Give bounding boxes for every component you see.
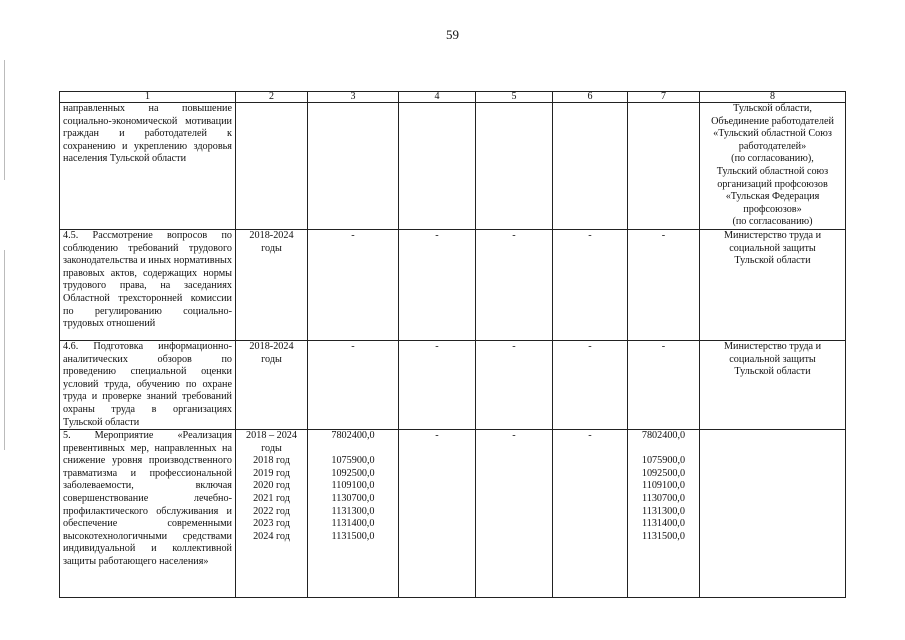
scan-edge-mark [4,60,5,180]
funding-cell-5: - [476,430,553,598]
funding-cell-7 [628,229,700,340]
cell-line: 2021 год [253,493,290,505]
cell-line: 2023 год [253,518,290,530]
cell-line: 2020 год [253,480,290,492]
cell-line: 2018-2024 [249,229,294,241]
cell-line [631,443,696,456]
cell-line: Министерство труда и [723,340,822,352]
cell-line: - [351,229,355,241]
responsible-executor-cell [700,340,846,429]
cell-line: Тульский областной союз [716,165,829,177]
funding-cell-6: - [553,340,628,429]
measure-description-cell: 4.5. Рассмотрение вопросов по соблюдению требований трудового законодательства и иных нормативных правовых актов, содержащих нормы трудового права, на заседаниях Областной трехсторонней комиссии по регулированию социально-трудовых отношений [60,229,236,340]
cell-line: социальной защиты [729,242,816,254]
period-cell [236,229,308,340]
cell-line: годы [261,242,282,254]
cell-line: 1130700,0 [642,493,685,505]
funding-cell-4 [399,103,476,230]
column-header: 3 [308,92,399,103]
cell-line: 1092500,0 [331,467,375,479]
cell-line: 1131300,0 [331,505,375,517]
column-header: 5 [476,92,553,103]
table-row [60,340,846,429]
funding-cell-7 [628,430,700,598]
funding-cell-6: - [553,430,628,598]
funding-cell-4: - [399,229,476,340]
cell-line: 1075900,0 [331,455,375,467]
total-funding-cell [308,229,399,340]
scan-edge-mark [4,250,5,450]
cell-line: 1131500,0 [642,530,685,542]
header-row [60,92,846,103]
cell-line: 1131400,0 [642,518,685,530]
total-funding-cell [308,430,399,598]
cell-line: работодателей» [738,140,807,152]
funding-cell-7 [628,340,700,429]
cell-line: годы [261,442,282,454]
cell-line: - [351,340,355,352]
table-row [60,229,846,340]
cell-line: 1075900,0 [641,455,686,467]
cell-line: «Тульская Федерация [725,191,820,203]
cell-line: 1130700,0 [331,493,375,505]
cell-line: организаций профсоюзов [717,178,828,190]
cell-line: 1131400,0 [331,518,375,530]
cell-line: 1092500,0 [641,467,686,479]
column-header: 4 [399,92,476,103]
column-header: 6 [553,92,628,103]
column-header: 8 [700,92,846,103]
cell-line: (по согласованию) [732,216,813,228]
funding-cell-5 [476,103,553,230]
responsible-executor-cell [700,103,846,230]
cell-line: 7802400,0 [641,430,686,442]
cell-line: 1109100,0 [331,480,375,492]
funding-cell-5: - [476,229,553,340]
table-row [60,430,846,598]
cell-line: 2024 год [253,530,290,542]
cell-line: Тульской области, [733,103,812,114]
cell-line: 2018-2024 [249,340,294,352]
cell-line: 2018 – 2024 [246,430,297,442]
table-row [60,103,846,230]
cell-line: 1109100,0 [642,480,685,492]
cell-line: 2018 год [253,455,290,467]
responsible-executor-cell [700,229,846,340]
funding-cell-5: - [476,340,553,429]
cell-line: профсоюзов» [743,203,802,215]
cell-line: Тульской области [734,255,811,267]
measure-description-cell: направленных на повышение социально-экономической мотивации граждан и работодателей к сохранению и укреплению здоровья населения Тульской области [60,103,236,230]
responsible-executor-cell [700,430,846,598]
measure-description-cell: 4.6. Подготовка информационно-аналитических обзоров по проведению специальной оценки условий труда, обучению по охране труда и проверке знаний требований охраны труда в организациях Тульской области [60,340,236,429]
cell-line: - [661,229,666,241]
cell-line: 2019 год [253,467,290,479]
cell-line: «Тульский областной Союз [713,128,832,140]
column-header: 2 [236,92,308,103]
funding-cell-6 [553,103,628,230]
measure-description-cell: 5. Мероприятие «Реализация превентивных мер, направленных на снижение уровня производственного травматизма и профессиональной заболеваемости, включая совершенствование лечебно-профилактического обслуживания и обеспечение современными высокотехнологичными средствами индивидуальной и коллективной защиты работающего населения» [60,430,236,598]
funding-cell-6: - [553,229,628,340]
page-number: 59 [446,27,459,42]
cell-line: 7802400,0 [331,430,375,442]
plan-table [59,91,846,598]
cell-line: Министерство труда и [723,229,822,241]
cell-line: 2022 год [253,505,290,517]
column-header: 7 [628,92,700,103]
cell-line: - [661,340,666,352]
cell-line: Объединение работодателей [711,115,834,127]
column-header: 1 [60,92,236,103]
period-cell [236,430,308,598]
cell-line: (по согласованию), [731,153,814,165]
cell-line: годы [261,353,282,365]
funding-cell-7 [628,103,700,230]
total-funding-cell [308,103,399,230]
cell-line: Тульской области [734,366,811,378]
cell-line: 1131500,0 [331,530,375,542]
total-funding-cell [308,340,399,429]
period-cell [236,340,308,429]
cell-line: социальной защиты [729,353,816,365]
cell-line [311,443,395,456]
funding-cell-4: - [399,430,476,598]
period-cell [236,103,308,230]
cell-line: 1131300,0 [642,505,685,517]
funding-cell-4: - [399,340,476,429]
